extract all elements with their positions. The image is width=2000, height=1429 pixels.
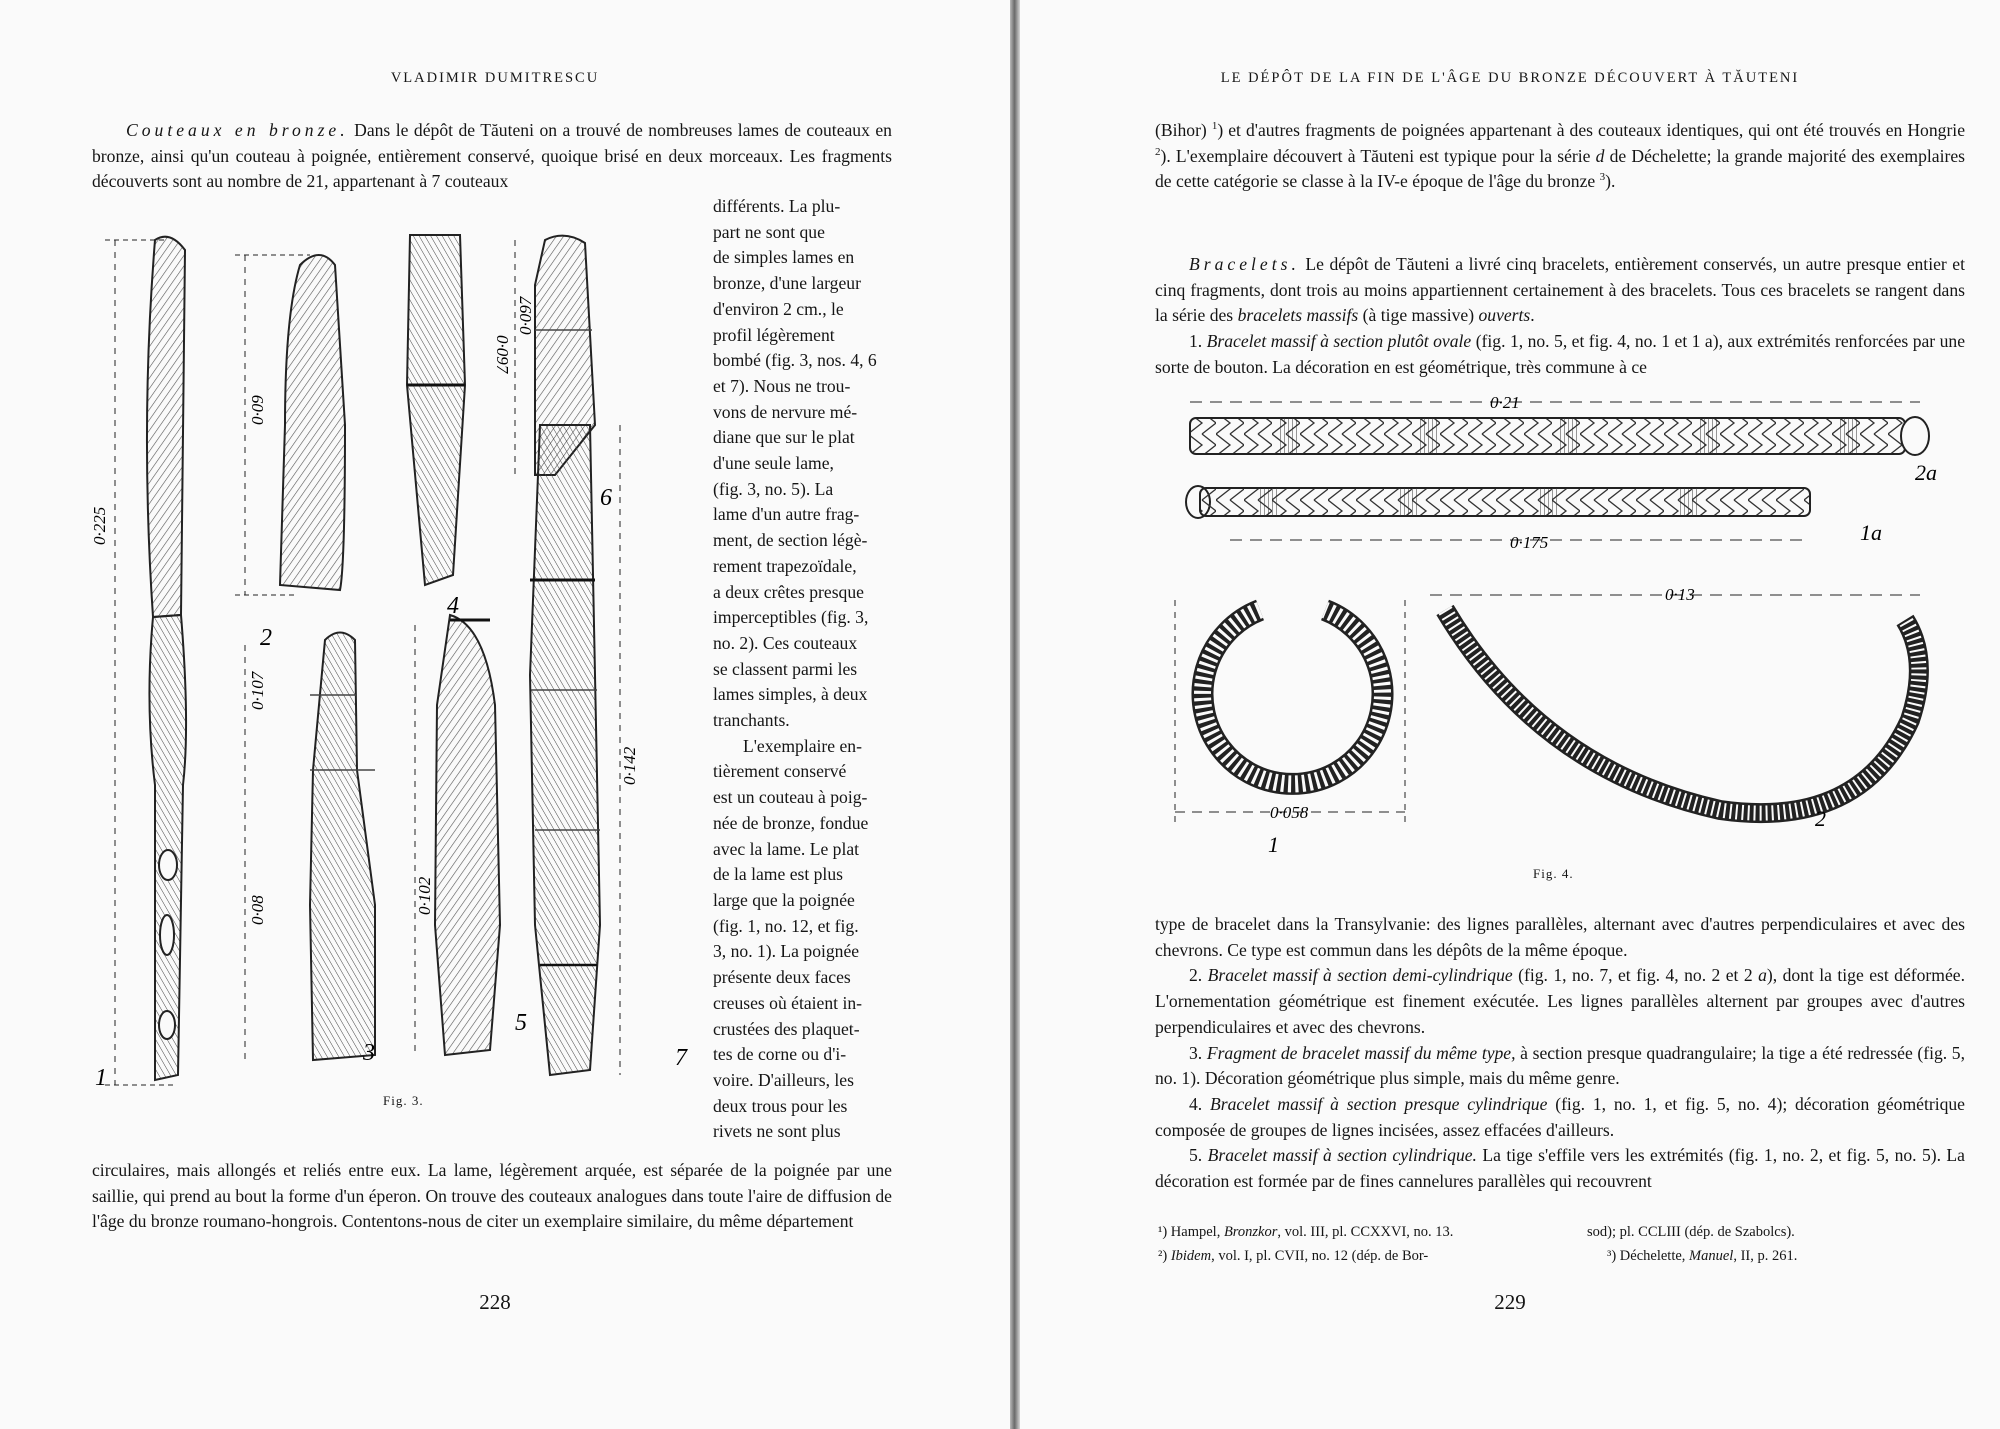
text-run: . L'exemplaire découvert à Tăuteni est typique pour la série: [1166, 145, 1596, 166]
knife-7-drawing: [530, 425, 620, 1075]
column-line: (fig. 3, no. 5). La: [713, 478, 834, 499]
item-number: 3.: [1189, 1042, 1207, 1063]
running-header: VLADIMIR DUMITRESCU: [390, 70, 600, 86]
intro-text: Dans le dépôt de Tăuteni on a trouvé de nombreuses lames de couteaux en bronze, ainsi qu'un couteau à poignée, entièrement conservé, quoique brisé en deux morceaux. Les fragments découverts sont au nombre de 21, appartenant à 7 couteaux: [92, 120, 892, 192]
running-header: LE DÉPÔT DE LA FIN DE L'ÂGE DU BRONZE DÉCOUVERT À TĂUTENI: [1220, 70, 1800, 86]
column-line: lame d'un autre frag-: [713, 504, 860, 525]
book-gutter: [1010, 0, 1020, 1429]
footnote-ref: 1: [1211, 120, 1218, 133]
text-run: Manuel: [1689, 1248, 1734, 1264]
dim-label: 0·13: [1665, 585, 1695, 604]
item-title: Bracelet massif à section presque cylindrique: [1210, 1093, 1548, 1114]
fig-number: 6: [600, 485, 612, 511]
knife-5-drawing: [415, 615, 500, 1055]
dim-label: 0·097: [516, 296, 535, 335]
column-line: rement trapezoïdale,: [713, 555, 857, 576]
section-heading: Bracelets.: [1189, 254, 1300, 274]
text-run: .: [1530, 305, 1535, 326]
figure-4-caption: Fig. 4.: [1533, 866, 1574, 881]
column-line: L'exemplaire en-: [743, 735, 862, 756]
continuation-paragraph: (Bihor) $^1$) et d'autres fragments de poignées appartenant à des couteaux identiques, qui ont été trouvés en Hongrie $^2$). L'exemplaire découvert à Tăuteni est typique pour la série d de Déchelette; la grande majorité des exemplaires de cette catégorie se classe à la IV-e époque de l'âge du bronze $^3$).: [1155, 120, 1966, 192]
text-run: et d'autres fragments de poignées appartenant à des couteaux identiques, qui ont été trouvés en Hongrie: [1228, 120, 1966, 140]
column-line: no. 2). Ces couteaux: [713, 632, 858, 653]
fig-number: 5: [515, 1010, 527, 1036]
figure-3-knives: [90, 225, 695, 1105]
footnote-1: [1158, 1220, 1578, 1244]
column-line: large que la poignée: [713, 889, 855, 910]
fig-number: 3: [363, 1040, 375, 1066]
column-line: ment, de section légè-: [713, 530, 868, 551]
fig-number: 7: [675, 1045, 687, 1071]
text-run: , vol. I, pl. CVII, no. 12 (dép. de Bor-: [1211, 1248, 1429, 1264]
item-text: a: [1758, 965, 1767, 986]
text-run: (à tige massive): [1358, 305, 1479, 326]
column-line: d'une seule lame,: [713, 453, 834, 474]
bottom-text: circulaires, mais allongés et reliés entre eux. La lame, légèrement arquée, est séparée de la poignée par une saillie, qui prend au bout la forme d'un éperon. On trouve des couteaux analogues dans toute l'aire de diffusion de l'âge du bronze roumano-hongrois. Contentons-nous de citer un exemplaire similaire, du même département: [92, 1160, 892, 1232]
figure-3-caption: Fig. 3.: [383, 1093, 424, 1108]
figure-4-bracelets: [1160, 390, 1960, 857]
knife-1-drawing: [105, 237, 186, 1085]
column-line: bombé (fig. 3, nos. 4, 6: [713, 350, 877, 371]
item-title: Bracelet massif à section demi-cylindrique: [1207, 965, 1513, 986]
column-line: et 7). Nous ne trou-: [713, 375, 851, 396]
column-line: de la lame est plus: [713, 864, 843, 885]
item-text: La tige s'effile vers les extrémités (fig. 1, no. 2, et fig. 5, no. 5). La décoration est formée par de fines cannelures parallèles qui recouvrent: [1155, 1145, 1965, 1192]
bottom-paragraph: [92, 1158, 892, 1235]
side-column: [713, 194, 893, 1145]
page-number: 228: [479, 1290, 511, 1314]
section-heading: Couteaux en bronze.: [126, 120, 349, 140]
column-line: creuses où étaient in-: [713, 992, 862, 1013]
text-run: , vol. III, pl. CCXXVI, no. 13.: [1277, 1224, 1454, 1240]
column-line: de simples lames en: [713, 247, 855, 268]
item-title: Bracelet massif à section plutôt ovale: [1206, 331, 1472, 352]
column-line: tièrement conservé: [713, 761, 847, 782]
column-line: diane que sur le plat: [713, 427, 855, 448]
column-line: tranchants.: [713, 710, 790, 731]
column-line: imperceptibles (fig. 3,: [713, 607, 869, 628]
bracelet-2-drawing: [1430, 595, 1920, 813]
column-line: profil légèrement: [713, 324, 835, 345]
text-run: Ibidem: [1170, 1248, 1212, 1264]
footnote-3: [1607, 1244, 1967, 1268]
text-run: ouverts: [1478, 305, 1531, 326]
items-paragraph: [1155, 912, 1965, 1195]
dim-label: 0·107: [248, 671, 267, 710]
column-line: crustées des plaquet-: [713, 1018, 860, 1039]
item-text: (fig. 1, no. 5, et fig. 4, no. 1 et 1 a), aux extrémités renforcées par une sorte de bouton. La décoration en est géométrique, très commune à ce: [1155, 331, 1966, 377]
column-line: présente deux faces: [713, 967, 851, 988]
fig-number: 4: [447, 593, 459, 619]
page-number: 229: [1494, 1290, 1526, 1314]
column-line: a deux crêtes presque: [713, 581, 864, 602]
column-line: née de bronze, fondue: [713, 812, 869, 833]
dim-label: 0·142: [620, 746, 639, 785]
column-line: rivets ne sont plus: [713, 1121, 841, 1142]
text-run: de Déchelette; la grande majorité des exemplaires de cette catégorie se classe à la IV-e époque de l'âge du bronze: [1155, 145, 1965, 192]
item-number: 2.: [1189, 965, 1208, 986]
fig-label: 1: [1268, 832, 1279, 857]
column-line: avec la lame. Le plat: [713, 838, 860, 859]
dim-label: 0·175: [1510, 533, 1549, 552]
text-run: Le dépôt de Tăuteni a livré cinq bracelets, entièrement conservés, un autre presque entier et cinq fragments, dont trois au moins appartiennent certainement à des bracelets. Tous ces bracelets se rangent dans la série des: [1155, 254, 1965, 326]
text-run: ²): [1158, 1248, 1171, 1264]
text-run: , II, p. 261.: [1733, 1248, 1798, 1264]
item-text: ), dont la tige est déformée. L'ornementation géométrique est finement exécutée. Les lignes parallèles alternent par groupes avec d'autres perpendiculaires et avec des chevrons.: [1155, 965, 1965, 1037]
text-run: ³) Déchelette,: [1607, 1248, 1690, 1264]
bracelet-1a-drawing: [1186, 486, 1810, 540]
bracelet-1-drawing: [1175, 600, 1405, 822]
column-line: deux trous pour les: [713, 1095, 848, 1116]
column-line: est un couteau à poig-: [713, 787, 868, 808]
item-text: (fig. 1, no. 1, et fig. 5, no. 4); décoration géométrique composée de groupes de lignes incisées, assez effacées d'ailleurs.: [1155, 1093, 1965, 1140]
item-number: 1.: [1189, 331, 1207, 352]
intro-paragraph: [92, 118, 892, 195]
footnote-ref: 3: [1599, 171, 1606, 184]
column-line: voire. D'ailleurs, les: [713, 1069, 854, 1090]
item-title: Fragment de bracelet massif du même type,: [1206, 1042, 1516, 1063]
column-line: bronze, d'une largeur: [713, 273, 861, 294]
dim-label: 0·08: [248, 895, 267, 925]
column-line: part ne sont que: [713, 221, 825, 242]
fig-number: 2: [260, 625, 272, 651]
column-line: différents. La plu-: [713, 196, 841, 216]
item-number: 5.: [1189, 1145, 1208, 1166]
right-page: [1020, 0, 2000, 1429]
dim-label: 0·09: [248, 395, 267, 425]
bracelet-2a-drawing: [1190, 402, 1929, 455]
text-run: .: [1610, 171, 1616, 192]
fig-label: 2: [1815, 806, 1826, 831]
footnote-1-continuation: sod); pl. CCLIII (dép. de Szabolcs).: [1587, 1224, 1795, 1240]
footnote-2: [1158, 1244, 1578, 1268]
column-line: vons de nervure mé-: [713, 401, 858, 422]
text-run: d: [1595, 145, 1605, 166]
footnote-ref: 2: [1155, 145, 1161, 158]
column-line: d'environ 2 cm., le: [713, 298, 844, 319]
column-line: lames simples, à deux: [713, 684, 868, 705]
fig-label: 2a: [1915, 460, 1937, 485]
column-line: (fig. 1, no. 12, et fig.: [713, 915, 859, 936]
dim-label: 0·097: [493, 335, 512, 374]
text-run: Bronzkor: [1223, 1224, 1278, 1240]
item1-continuation: type de bracelet dans la Transylvanie: des lignes parallèles, alternant avec d'autres perpendiculaires et avec des chevrons. Ce type est commun dans les dépôts de la même époque.: [1155, 914, 1965, 960]
dim-label: 0·058: [1270, 803, 1309, 822]
item-title: Bracelet massif à section cylindrique.: [1207, 1145, 1477, 1166]
column-line: tes de corne ou d'i-: [713, 1044, 847, 1065]
item-text: (fig. 1, no. 7, et fig. 4, no. 2 et 2: [1512, 965, 1759, 986]
column-line: 3, no. 1). La poignée: [713, 941, 860, 962]
text-run: (Bihor): [1155, 120, 1207, 140]
column-line: se classent parmi les: [713, 658, 858, 679]
knife-4-drawing: [407, 235, 465, 585]
dim-label: 0·225: [90, 506, 109, 545]
bracelets-paragraph: [1155, 252, 1965, 381]
item-number: 4.: [1189, 1093, 1210, 1114]
text-run: ¹) Hampel,: [1158, 1224, 1224, 1240]
fig-label: 1a: [1860, 520, 1882, 545]
text-run: bracelets massifs: [1237, 305, 1359, 326]
dim-label: 0·21: [1490, 393, 1520, 412]
dim-label: 0·102: [415, 876, 434, 915]
fig-number: 1: [95, 1065, 107, 1091]
item-text: à section presque quadrangulaire; la tige a été redressée (fig. 5, no. 1). Décoration géométrique plus simple, mais du même genre.: [1155, 1042, 1966, 1089]
